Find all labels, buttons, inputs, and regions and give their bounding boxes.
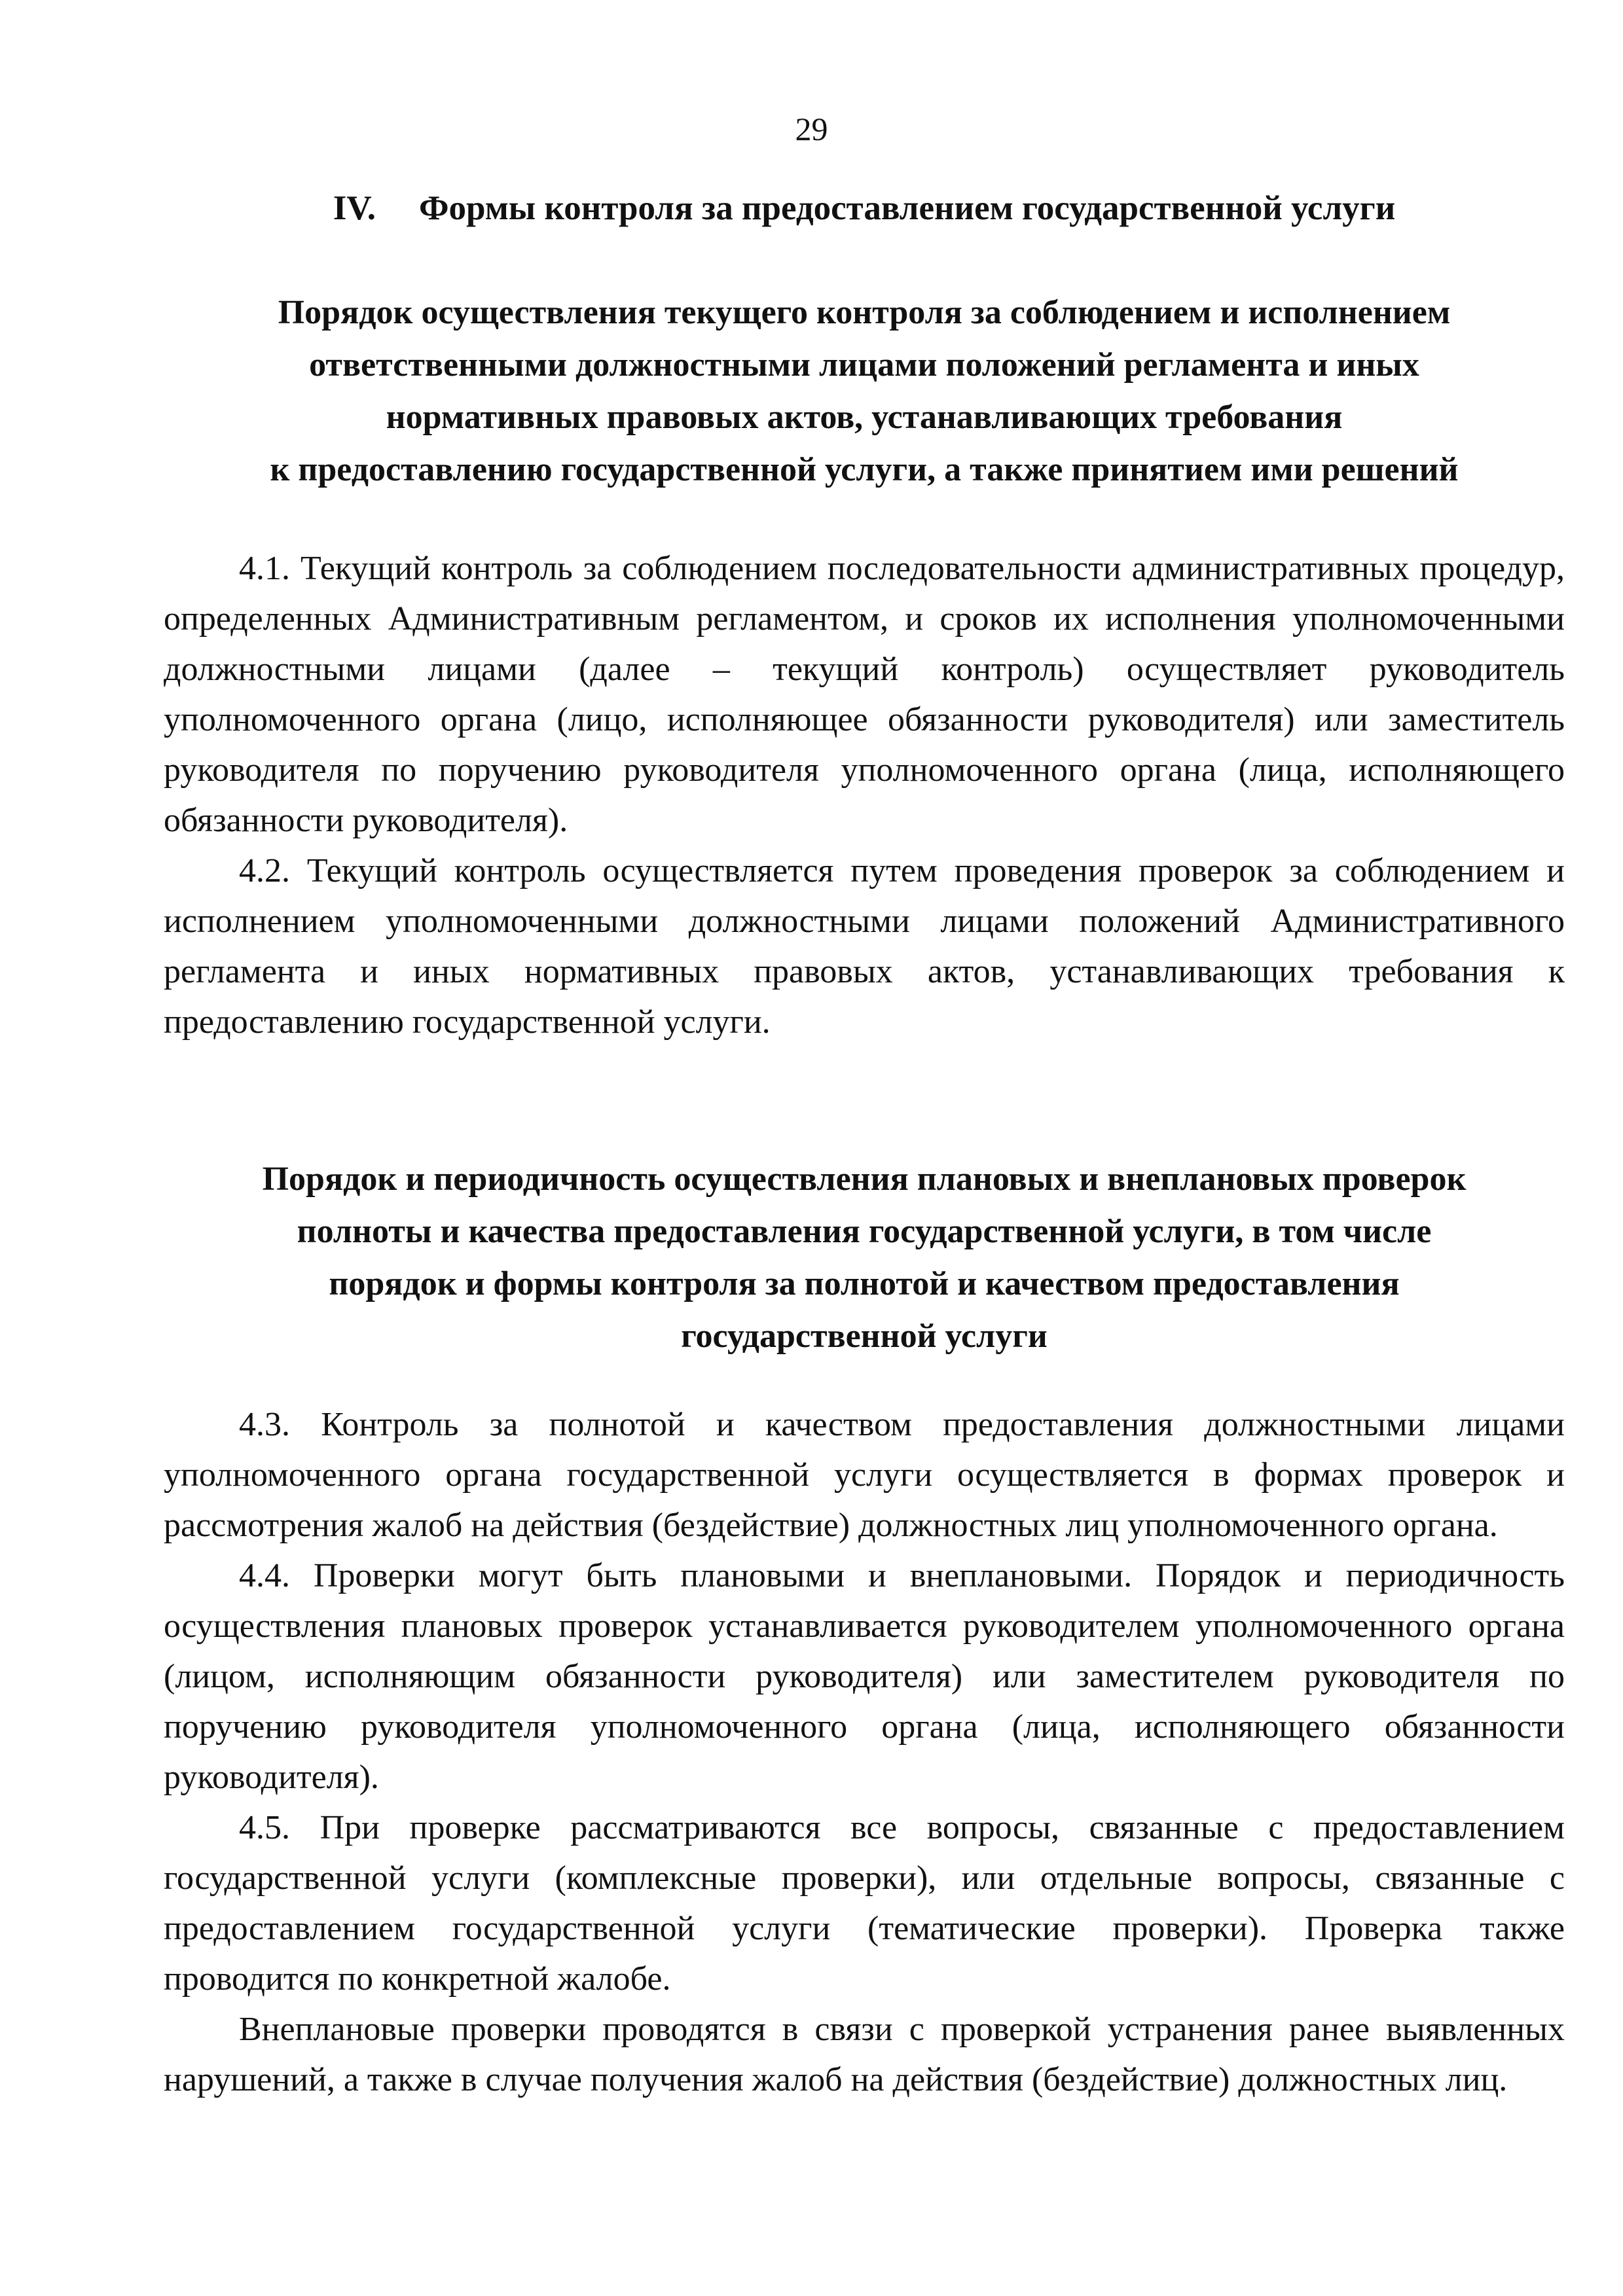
- heading-line: нормативных правовых актов, устанавливающих требования: [386, 399, 1343, 436]
- heading-line: государственной услуги: [681, 1318, 1048, 1355]
- subsection-1-heading: [164, 287, 1565, 496]
- heading-line: Порядок осуществления текущего контроля за соблюдением и исполнением: [278, 294, 1451, 331]
- heading-line: ответственными должностными лицами положений регламента и иных: [309, 346, 1419, 384]
- subsection-2-heading: [164, 1153, 1565, 1363]
- subsection-2-body: [164, 1399, 1565, 2105]
- paragraph-unplanned-checks: Внеплановые проверки проводятся в связи с проверкой устранения ранее выявленных нарушений, а также в случае получения жалоб на действия (бездействие) должностных лиц.: [164, 2011, 1565, 2098]
- paragraph-4-2: 4.2. Текущий контроль осуществляется путем проведения проверок за соблюдением и исполнением уполномоченными должностными лицами положений Административного регламента и иных нормативных правовых актов, устанавливающих требования к предоставлению государственной услуги.: [164, 852, 1565, 1041]
- paragraph-4-3: 4.3. Контроль за полнотой и качеством предоставления должностными лицами уполномоченного органа государственной услуги осуществляется в формах проверок и рассмотрения жалоб на действия (бездействие) должностных лиц уполномоченного органа.: [164, 1406, 1565, 1544]
- chapter-title: [164, 188, 1565, 228]
- subsection-1-body: [164, 543, 1565, 1047]
- heading-line: Порядок и периодичность осуществления плановых и внеплановых проверок: [262, 1160, 1467, 1198]
- heading-line: к предоставлению государственной услуги, а также принятием ими решений: [270, 451, 1459, 488]
- chapter-number: IV.: [333, 189, 376, 227]
- heading-line: порядок и формы контроля за полнотой и качеством предоставления: [329, 1265, 1400, 1302]
- page-number: 29: [795, 111, 828, 147]
- paragraph-4-5: 4.5. При проверке рассматриваются все вопросы, связанные с предоставлением государственной услуги (комплексные проверки), или отдельные вопросы, связанные с предоставлением государственной услуги (тематические проверки). Проверка также проводится по конкретной жалобе.: [164, 1809, 1565, 1998]
- paragraph-4-1: 4.1. Текущий контроль за соблюдением последовательности административных процедур, определенных Административным регламентом, и сроков их исполнения уполномоченными должностными лицами (далее – текущий контроль) осуществляет руководитель уполномоченного органа (лицо, исполняющее обязанности руководителя) или заместитель руководителя по поручению руководителя уполномоченного органа (лица, исполняющего обязанности руководителя).: [164, 550, 1565, 839]
- heading-line: полноты и качества предоставления государственной услуги, в том числе: [297, 1213, 1432, 1250]
- paragraph-4-4: 4.4. Проверки могут быть плановыми и внеплановыми. Порядок и периодичность осуществления плановых проверок устанавливается руководителем уполномоченного органа (лицом, исполняющим обязанности руководителя) или заместителем руководителя по поручению руководителя уполномоченного органа (лица, исполняющего обязанности руководителя).: [164, 1557, 1565, 1796]
- chapter-title-text: Формы контроля за предоставлением государственной услуги: [419, 189, 1396, 227]
